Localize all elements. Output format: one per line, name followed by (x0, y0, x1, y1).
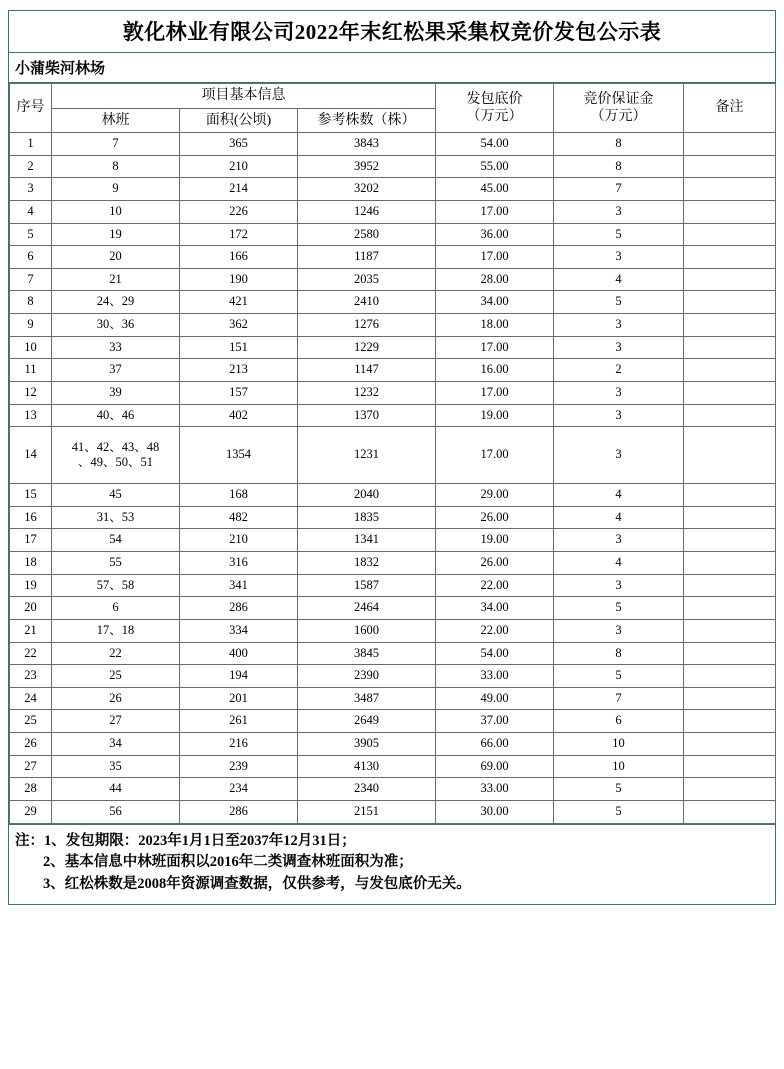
cell-trees: 2649 (298, 710, 436, 733)
header-base-price-line2: （万元） (466, 109, 523, 124)
table-row (10, 155, 776, 178)
cell-remark (684, 552, 776, 575)
cell-base-price: 49.00 (436, 687, 554, 710)
cell-area: 213 (180, 359, 298, 382)
cell-trees: 3845 (298, 642, 436, 665)
cell-base-price: 45.00 (436, 178, 554, 201)
cell-area: 234 (180, 778, 298, 801)
cell-forest-class: 40、46 (52, 404, 180, 427)
cell-trees: 3202 (298, 178, 436, 201)
table-row (10, 268, 776, 291)
cell-forest-class: 35 (52, 755, 180, 778)
cell-trees: 2151 (298, 800, 436, 823)
cell-base-price: 54.00 (436, 642, 554, 665)
cell-remark (684, 506, 776, 529)
table-row (10, 778, 776, 801)
cell-deposit: 7 (554, 178, 684, 201)
table-row (10, 359, 776, 382)
document-frame (8, 10, 776, 905)
cell-base-price: 19.00 (436, 529, 554, 552)
table-row (10, 291, 776, 314)
cell-forest-class: 55 (52, 552, 180, 575)
cell-remark (684, 178, 776, 201)
cell-trees: 1370 (298, 404, 436, 427)
cell-seq: 5 (10, 223, 52, 246)
cell-deposit: 3 (554, 314, 684, 337)
cell-forest-class: 56 (52, 800, 180, 823)
table-row (10, 506, 776, 529)
cell-deposit: 3 (554, 246, 684, 269)
cell-remark (684, 574, 776, 597)
cell-deposit: 5 (554, 291, 684, 314)
cell-remark (684, 404, 776, 427)
cell-remark (684, 484, 776, 507)
table-row (10, 200, 776, 223)
cell-deposit: 8 (554, 155, 684, 178)
cell-trees: 3952 (298, 155, 436, 178)
cell-base-price: 17.00 (436, 427, 554, 484)
cell-forest-class: 41、42、43、48 、49、50、51 (52, 427, 180, 484)
cell-forest-class: 19 (52, 223, 180, 246)
cell-trees: 1147 (298, 359, 436, 382)
cell-deposit: 3 (554, 427, 684, 484)
cell-base-price: 17.00 (436, 246, 554, 269)
cell-area: 201 (180, 687, 298, 710)
cell-remark (684, 291, 776, 314)
table-row (10, 484, 776, 507)
cell-area: 168 (180, 484, 298, 507)
cell-deposit: 3 (554, 619, 684, 642)
cell-forest-class: 8 (52, 155, 180, 178)
cell-remark (684, 733, 776, 756)
title-bar (9, 11, 775, 53)
cell-seq: 19 (10, 574, 52, 597)
cell-base-price: 34.00 (436, 597, 554, 620)
cell-seq: 9 (10, 314, 52, 337)
cell-deposit: 7 (554, 687, 684, 710)
cell-trees: 2040 (298, 484, 436, 507)
table-row (10, 529, 776, 552)
cell-remark (684, 223, 776, 246)
cell-deposit: 4 (554, 268, 684, 291)
cell-area: 210 (180, 529, 298, 552)
cell-base-price: 19.00 (436, 404, 554, 427)
cell-base-price: 33.00 (436, 778, 554, 801)
cell-deposit: 5 (554, 665, 684, 688)
cell-base-price: 37.00 (436, 710, 554, 733)
table-body (10, 133, 776, 824)
cell-area: 334 (180, 619, 298, 642)
cell-base-price: 17.00 (436, 381, 554, 404)
cell-seq: 24 (10, 687, 52, 710)
cell-area: 210 (180, 155, 298, 178)
cell-area: 365 (180, 133, 298, 156)
cell-trees: 1276 (298, 314, 436, 337)
header-deposit-line2: （万元） (590, 109, 647, 124)
cell-trees: 2390 (298, 665, 436, 688)
cell-remark (684, 619, 776, 642)
cell-trees: 3843 (298, 133, 436, 156)
cell-seq: 11 (10, 359, 52, 382)
table-row (10, 687, 776, 710)
cell-remark (684, 268, 776, 291)
cell-remark (684, 597, 776, 620)
cell-trees: 1231 (298, 427, 436, 484)
cell-area: 1354 (180, 427, 298, 484)
table-row (10, 223, 776, 246)
cell-base-price: 30.00 (436, 800, 554, 823)
cell-deposit: 5 (554, 223, 684, 246)
cell-seq: 8 (10, 291, 52, 314)
cell-remark (684, 710, 776, 733)
cell-deposit: 3 (554, 574, 684, 597)
table-row (10, 133, 776, 156)
cell-trees: 1832 (298, 552, 436, 575)
cell-trees: 2410 (298, 291, 436, 314)
header-base-price (436, 84, 554, 133)
cell-seq: 17 (10, 529, 52, 552)
cell-area: 214 (180, 178, 298, 201)
cell-trees: 2464 (298, 597, 436, 620)
note-line-1: 注：1、发包期限：2023年1月1日至2037年12月31日； (15, 832, 356, 849)
cell-base-price: 16.00 (436, 359, 554, 382)
notes-section (9, 824, 775, 904)
table-row (10, 381, 776, 404)
cell-deposit: 3 (554, 200, 684, 223)
table-row (10, 314, 776, 337)
header-area: 面积(公顷) (180, 108, 298, 133)
cell-deposit: 3 (554, 381, 684, 404)
cell-seq: 6 (10, 246, 52, 269)
cell-deposit: 4 (554, 552, 684, 575)
cell-forest-class: 9 (52, 178, 180, 201)
cell-base-price: 55.00 (436, 155, 554, 178)
cell-remark (684, 665, 776, 688)
cell-trees: 2580 (298, 223, 436, 246)
table-row (10, 755, 776, 778)
cell-seq: 13 (10, 404, 52, 427)
header-group-basic-info: 项目基本信息 (52, 84, 436, 109)
cell-forest-class: 30、36 (52, 314, 180, 337)
table-row (10, 800, 776, 823)
table-row (10, 642, 776, 665)
cell-seq: 21 (10, 619, 52, 642)
cell-forest-class: 20 (52, 246, 180, 269)
cell-forest-class: 10 (52, 200, 180, 223)
cell-deposit: 3 (554, 529, 684, 552)
cell-area: 286 (180, 597, 298, 620)
cell-seq: 4 (10, 200, 52, 223)
table-row (10, 574, 776, 597)
table-row (10, 178, 776, 201)
cell-deposit: 8 (554, 642, 684, 665)
cell-remark (684, 642, 776, 665)
cell-trees: 1246 (298, 200, 436, 223)
cell-deposit: 8 (554, 133, 684, 156)
cell-deposit: 3 (554, 404, 684, 427)
cell-remark (684, 155, 776, 178)
cell-base-price: 33.00 (436, 665, 554, 688)
cell-base-price: 54.00 (436, 133, 554, 156)
farm-name: 小蒲柴河林场 (15, 61, 106, 77)
cell-seq: 25 (10, 710, 52, 733)
cell-remark (684, 687, 776, 710)
cell-deposit: 10 (554, 755, 684, 778)
cell-area: 157 (180, 381, 298, 404)
cell-forest-class: 57、58 (52, 574, 180, 597)
cell-forest-class: 31、53 (52, 506, 180, 529)
cell-remark (684, 359, 776, 382)
header-seq: 序号 (10, 84, 52, 133)
cell-area: 194 (180, 665, 298, 688)
subtitle-bar (9, 53, 775, 83)
cell-forest-class: 33 (52, 336, 180, 359)
cell-seq: 18 (10, 552, 52, 575)
cell-base-price: 36.00 (436, 223, 554, 246)
table-row (10, 427, 776, 484)
cell-remark (684, 246, 776, 269)
cell-area: 166 (180, 246, 298, 269)
note-line-3: 3、红松株数是2008年资源调查数据，仅供参考，与发包底价无关。 (43, 876, 471, 892)
cell-seq: 16 (10, 506, 52, 529)
cell-area: 239 (180, 755, 298, 778)
cell-deposit: 3 (554, 336, 684, 359)
cell-area: 172 (180, 223, 298, 246)
cell-forest-class: 22 (52, 642, 180, 665)
cell-base-price: 28.00 (436, 268, 554, 291)
cell-seq: 22 (10, 642, 52, 665)
cell-trees: 1187 (298, 246, 436, 269)
table-row (10, 619, 776, 642)
table-row (10, 404, 776, 427)
cell-base-price: 26.00 (436, 552, 554, 575)
cell-seq: 23 (10, 665, 52, 688)
cell-forest-class: 17、18 (52, 619, 180, 642)
cell-area: 216 (180, 733, 298, 756)
cell-area: 151 (180, 336, 298, 359)
cell-base-price: 22.00 (436, 574, 554, 597)
cell-seq: 27 (10, 755, 52, 778)
cell-deposit: 4 (554, 484, 684, 507)
cell-deposit: 5 (554, 800, 684, 823)
cell-seq: 15 (10, 484, 52, 507)
table-row (10, 552, 776, 575)
header-base-price-line1: 发包底价 (466, 91, 523, 107)
cell-seq: 26 (10, 733, 52, 756)
cell-deposit: 4 (554, 506, 684, 529)
cell-forest-class: 27 (52, 710, 180, 733)
cell-forest-class: 21 (52, 268, 180, 291)
table-row (10, 597, 776, 620)
cell-trees: 4130 (298, 755, 436, 778)
cell-area: 226 (180, 200, 298, 223)
header-forest-class: 林班 (52, 108, 180, 133)
cell-seq: 29 (10, 800, 52, 823)
header-deposit-line1: 竞价保证金 (583, 91, 654, 107)
cell-base-price: 22.00 (436, 619, 554, 642)
table-row (10, 733, 776, 756)
cell-seq: 20 (10, 597, 52, 620)
cell-seq: 14 (10, 427, 52, 484)
cell-seq: 10 (10, 336, 52, 359)
cell-trees: 1835 (298, 506, 436, 529)
cell-remark (684, 336, 776, 359)
cell-forest-class: 39 (52, 381, 180, 404)
cell-trees: 3905 (298, 733, 436, 756)
cell-remark (684, 778, 776, 801)
cell-area: 400 (180, 642, 298, 665)
cell-trees: 2340 (298, 778, 436, 801)
cell-base-price: 29.00 (436, 484, 554, 507)
table-header (10, 84, 776, 133)
cell-area: 261 (180, 710, 298, 733)
cell-area: 190 (180, 268, 298, 291)
cell-base-price: 34.00 (436, 291, 554, 314)
table-row (10, 710, 776, 733)
cell-forest-class: 34 (52, 733, 180, 756)
header-deposit (554, 84, 684, 133)
cell-area: 286 (180, 800, 298, 823)
cell-forest-class: 6 (52, 597, 180, 620)
cell-seq: 12 (10, 381, 52, 404)
cell-trees: 1341 (298, 529, 436, 552)
cell-base-price: 17.00 (436, 336, 554, 359)
cell-remark (684, 755, 776, 778)
cell-area: 482 (180, 506, 298, 529)
cell-base-price: 26.00 (436, 506, 554, 529)
cell-seq: 28 (10, 778, 52, 801)
cell-base-price: 66.00 (436, 733, 554, 756)
cell-trees: 1600 (298, 619, 436, 642)
cell-deposit: 5 (554, 778, 684, 801)
cell-remark (684, 133, 776, 156)
cell-trees: 3487 (298, 687, 436, 710)
cell-trees: 1229 (298, 336, 436, 359)
cell-forest-class: 54 (52, 529, 180, 552)
note-line-2: 2、基本信息中林班面积以2016年二类调查林班面积为准； (43, 854, 413, 871)
cell-base-price: 69.00 (436, 755, 554, 778)
cell-area: 341 (180, 574, 298, 597)
cell-forest-class: 37 (52, 359, 180, 382)
table-row (10, 246, 776, 269)
cell-forest-class: 25 (52, 665, 180, 688)
cell-remark (684, 200, 776, 223)
cell-area: 362 (180, 314, 298, 337)
page-title: 敦化林业有限公司2022年末红松果采集权竞价发包公示表 (122, 20, 662, 44)
cell-deposit: 10 (554, 733, 684, 756)
cell-base-price: 17.00 (436, 200, 554, 223)
cell-forest-class: 7 (52, 133, 180, 156)
cell-area: 421 (180, 291, 298, 314)
cell-forest-class: 45 (52, 484, 180, 507)
cell-trees: 1587 (298, 574, 436, 597)
cell-forest-class: 24、29 (52, 291, 180, 314)
cell-deposit: 5 (554, 597, 684, 620)
cell-remark (684, 314, 776, 337)
bidding-table (9, 83, 776, 824)
table-row (10, 665, 776, 688)
cell-seq: 1 (10, 133, 52, 156)
cell-trees: 1232 (298, 381, 436, 404)
cell-remark (684, 529, 776, 552)
cell-deposit: 2 (554, 359, 684, 382)
header-remark: 备注 (684, 84, 776, 133)
cell-seq: 2 (10, 155, 52, 178)
cell-trees: 2035 (298, 268, 436, 291)
cell-remark (684, 381, 776, 404)
cell-seq: 3 (10, 178, 52, 201)
header-trees: 参考株数（株） (298, 108, 436, 133)
cell-base-price: 18.00 (436, 314, 554, 337)
cell-area: 316 (180, 552, 298, 575)
cell-forest-class: 26 (52, 687, 180, 710)
cell-forest-class: 44 (52, 778, 180, 801)
cell-deposit: 6 (554, 710, 684, 733)
cell-remark (684, 427, 776, 484)
table-row (10, 336, 776, 359)
cell-remark (684, 800, 776, 823)
cell-area: 402 (180, 404, 298, 427)
cell-seq: 7 (10, 268, 52, 291)
header-row-1 (10, 84, 776, 109)
